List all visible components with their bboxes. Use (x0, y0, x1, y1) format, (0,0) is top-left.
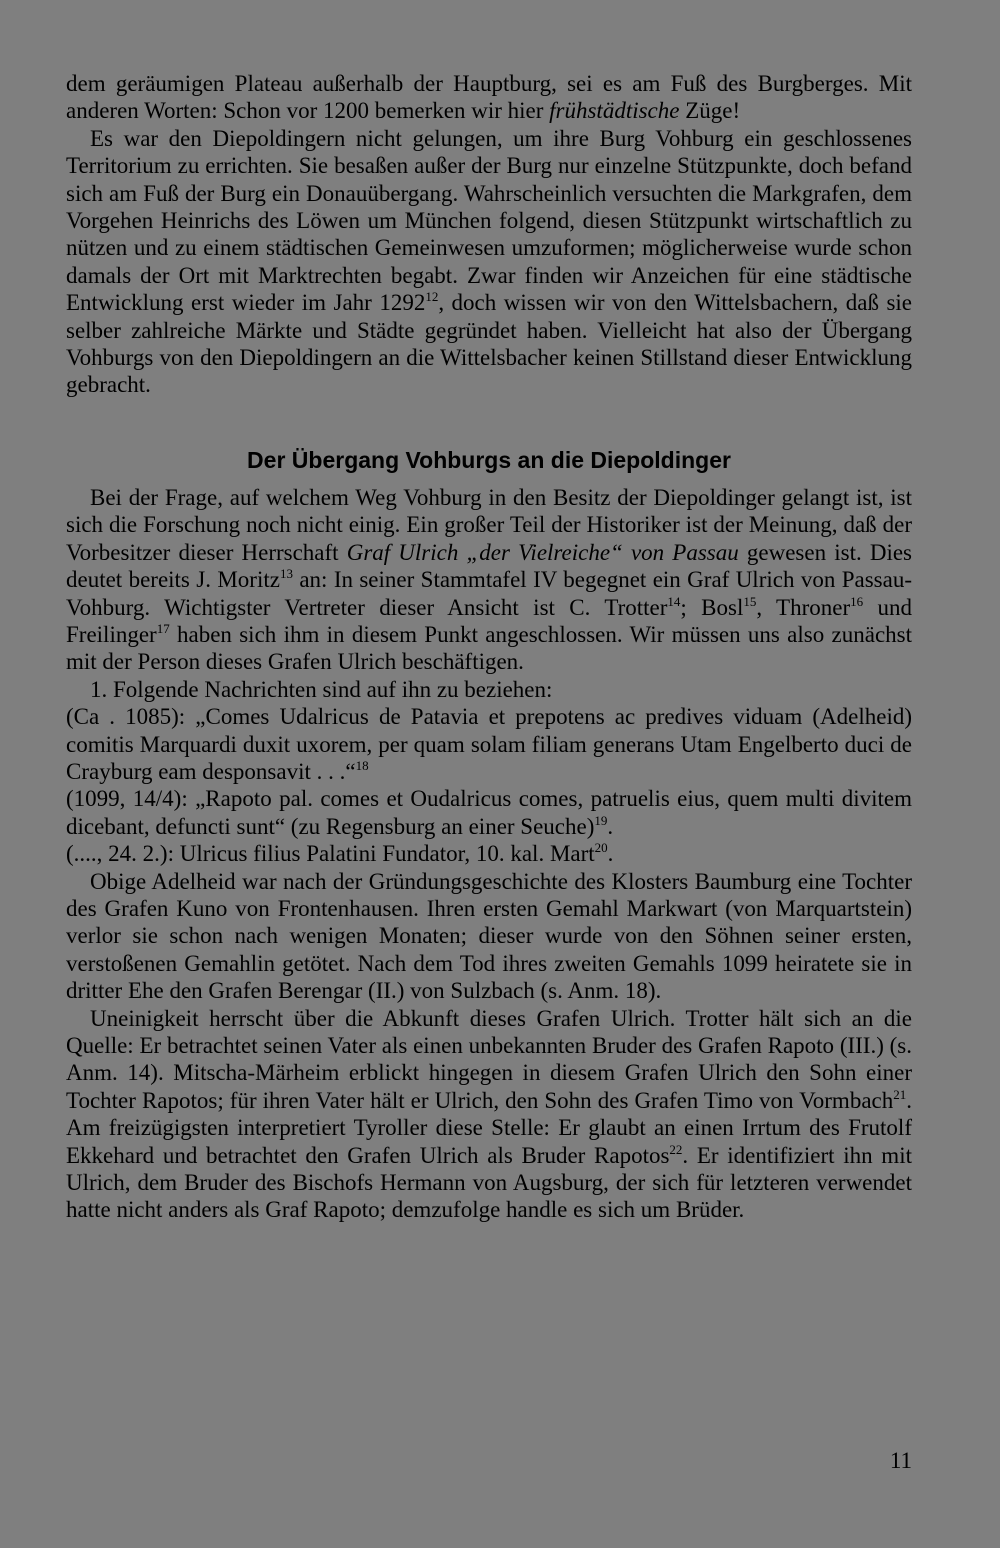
paragraph-2 (66, 125, 912, 399)
text-run: (Ca . 1085): „Comes Udalricus de Patavia et prepotens ac predives viduam (Adelheid) comitis Marquardi duxit uxorem, per quam solam filiam generans Utam Engelberto duci de Crayburg eam desponsavit . . .“ (66, 704, 912, 784)
italic-name: Graf Ulrich „der Vielreiche“ von Passau (346, 539, 739, 565)
footnote-ref: 19 (594, 812, 608, 828)
paragraph-6 (66, 1005, 912, 1224)
footnote-ref: 15 (743, 593, 757, 609)
text-run: Züge! (679, 98, 741, 124)
footnote-ref: 20 (594, 840, 608, 856)
text-run: und Freilinger (66, 594, 913, 647)
text-run: dem geräumigen Plateau außerhalb der Hauptburg, sei es am Fuß des Burgberges. Mit anderen Worten: Schon vor 1200 bemerken wir hier (66, 71, 912, 124)
paragraph-3 (66, 484, 912, 676)
footnote-ref: 18 (355, 757, 369, 773)
footnote-ref: 21 (893, 1086, 907, 1102)
text-run: an: In seiner Stammtafel IV begegnet ein Graf Ulrich von Passau-Vohburg. Wichtigster Vertreter dieser Ansicht ist C. Trotter (66, 567, 912, 620)
text-run: , doch wissen wir von den Wittelsbachern, daß sie selber zahlreiche Märkte und Städte gegründet haben. Vielleicht hat also der Übergang Vohburgs von den Diepoldingern an die Wittelsbacher keinen Stillstand dieser Entwicklung gebracht. (66, 290, 912, 398)
footnote-ref: 13 (279, 566, 293, 582)
body-text (66, 70, 912, 1224)
source-quote-3 (66, 840, 912, 867)
text-run: ; Bosl (680, 594, 744, 620)
paragraph-4: 1. Folgende Nachrichten sind auf ihn zu beziehen: (90, 676, 553, 702)
page-number: 11 (889, 1448, 912, 1473)
text-run: . Am freizügigsten interpretiert Tyroller diese Stelle: Er glaubt an einen Irrtum des Frutolf Ekkehard und betrachtet den Grafen Ulrich als Bruder Rapotos (66, 1087, 912, 1168)
text-run: (...., 24. 2.): Ulricus filius Palatini Fundator, 10. kal. Mart (66, 841, 595, 867)
text-run: (1099, 14/4): „Rapoto pal. comes et Oudalricus comes, patruelis eius, quem multi divitem dicebant, defuncti sunt“ (zu Regensburg an einer Seuche) (66, 786, 912, 839)
paragraph-5: Obige Adelheid war nach der Gründungsgeschichte des Klosters Baumburg eine Tochter des Grafen Kuno von Frontenhausen. Ihren ersten Gemahl Markwart (von Marquartstein) verlor sie schon nach wenigen Monaten; dieser wurde von den Söhnen seiner ersten, verstoßenen Gemahlin getötet. Nach dem Tod ihres zweiten Gemahls 1099 heiratete sie in dritter Ehe den Grafen Berengar (II.) von Sulzbach (s. Anm. 18). (66, 868, 912, 1004)
italic-term: frühstädtische (549, 98, 680, 124)
paragraph-1 (66, 70, 912, 125)
source-quote-1 (66, 703, 912, 785)
footnote-ref: 16 (850, 593, 864, 609)
text-run: haben sich ihm in diesem Punkt angeschlossen. Wir müssen uns also zunächst mit der Person dieses Grafen Ulrich beschäftigen. (66, 621, 912, 675)
text-run: Bei der Frage, auf welchem Weg Vohburg in den Besitz der Diepoldinger gelangt ist, ist sich die Forschung noch nicht einig. Ein großer Teil der Historiker ist der Meinung, daß der Vorbesitzer dieser Herrschaft (66, 484, 912, 565)
text-run: . (607, 813, 614, 839)
footnote-ref: 12 (425, 289, 439, 305)
text-run: Es war den Diepoldingern nicht gelungen, um ihre Burg Vohburg ein geschlossenes Territorium zu errichten. Sie besaßen außer der Burg nur einzelne Stützpunkte, doch befand sich am Fuß der Burg ein Donauübergang. Wahrscheinlich versuchten die Markgrafen, dem Vorgehen Heinrichs des Löwen um München folgend, diesen Stützpunkt wirtschaftlich zu nützen und zu einem städtischen Gemeinwesen umzuformen; möglicherweise wurde schon damals der Ort mit Marktrechten begabt. Zwar finden wir Anzeichen für eine städtische Entwicklung erst wieder im Jahr 1292 (66, 125, 912, 316)
text-run: . (607, 841, 614, 867)
footnote-ref: 17 (156, 620, 170, 636)
section-heading: Der Übergang Vohburgs an die Diepoldinger (247, 446, 731, 473)
text-run: , Throner (756, 594, 851, 620)
source-quote-2 (66, 785, 912, 840)
text-run: gewesen ist. Dies deutet bereits J. Moritz (66, 539, 913, 593)
text-run: Uneinigkeit herrscht über die Abkunft dieses Grafen Ulrich. Trotter hält sich an die Quelle: Er betrachtet seinen Vater als einen unbekannten Bruder des Grafen Rapoto (III.) (s. Anm. 14). Mitscha-Märheim erblickt hingegen in diesem Grafen Ulrich den Sohn einer Tochter Rapotos; für ihren Vater hält er Ulrich, den Sohn des Grafen Timo von Vormbach (66, 1005, 912, 1113)
footnote-ref: 14 (667, 593, 681, 609)
text-run: . Er identifiziert ihn mit Ulrich, dem Bruder des Bischofs Hermann von Augsburg, der sich für letzteren verwendet hatte nicht anders als Graf Rapoto; demzufolge handle es sich um Brüder. (66, 1142, 912, 1223)
footnote-ref: 22 (669, 1141, 683, 1157)
